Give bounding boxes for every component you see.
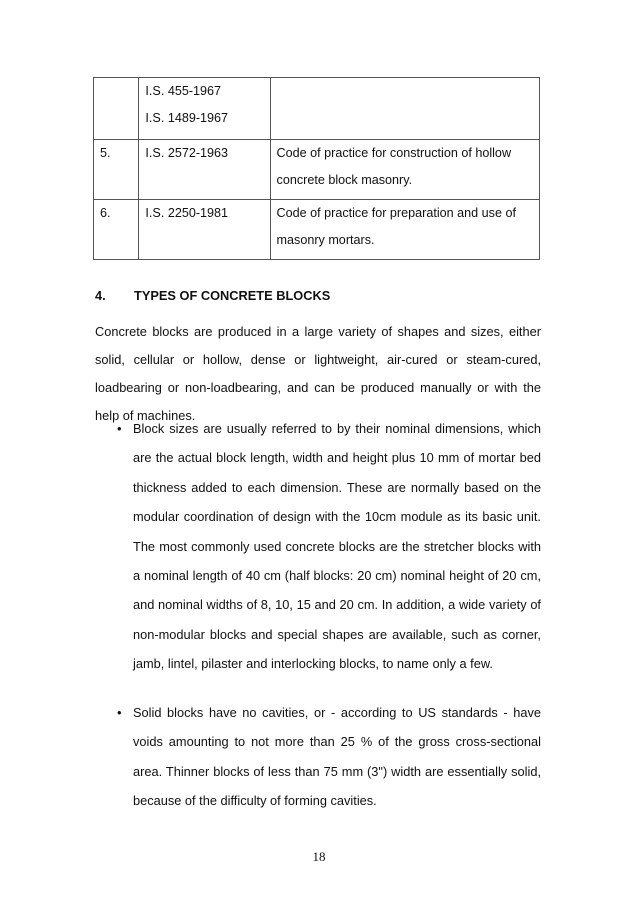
list-item-text: Block sizes are usually referred to by their nominal dimensions, which are the actual block length, width and height plus 10 mm of mortar bed thickness added to each dimension. These are normally based on the modular coordination of design with the 10cm module as its basic unit. The most commonly used concrete blocks are the stretcher blocks with a nominal length of 40 cm (half blocks: 20 cm) nominal height of 20 cm, and nominal widths of 8, 10, 15 and 20 cm. In addition, a wide variety of non-modular blocks and special shapes are available, such as corner, jamb, lintel, pilaster and interlocking blocks, to name only a few. (133, 421, 541, 672)
section-number: 4. (95, 288, 106, 303)
section-title: TYPES OF CONCRETE BLOCKS (134, 288, 331, 303)
description-line: concrete block masonry. (276, 173, 413, 187)
standard-code: I.S. 455-1967 (145, 84, 222, 98)
table-cell-number: 6. (94, 200, 139, 260)
list-item-text: Solid blocks have no cavities, or - according to US standards - have voids amounting to not more than 25 % of the gross cross-sectional area. Thinner blocks of less than 75 mm (3") width are essentially solid, because of the difficulty of forming cavities. (133, 705, 541, 809)
standards-table (93, 77, 540, 260)
table-cell-description (270, 78, 539, 140)
standard-code: I.S. 2250-1981 (145, 206, 229, 220)
table-row (94, 78, 540, 140)
table-row (94, 140, 540, 200)
description-line: Code of practice for preparation and use of (276, 206, 516, 220)
table-cell-number: 5. (94, 140, 139, 200)
table-row (94, 200, 540, 260)
table-cell-number (94, 78, 139, 140)
table-cell-description (270, 200, 539, 260)
table-cell-description (270, 140, 539, 200)
bullet-icon: • (117, 421, 122, 436)
table-cell-standard (139, 140, 270, 200)
standard-code: I.S. 2572-1963 (145, 146, 229, 160)
page-number: 18 (312, 849, 326, 864)
table-cell-standard (139, 200, 270, 260)
description-line: Code of practice for construction of hollow (276, 146, 512, 160)
standard-code: I.S. 1489-1967 (145, 111, 229, 125)
section-heading (95, 288, 330, 303)
intro-paragraph: Concrete blocks are produced in a large variety of shapes and sizes, either solid, cellular or hollow, dense or lightweight, air-cured or steam-cured, loadbearing or non-loadbearing, and can be produced manually or with the help of machines. (95, 324, 541, 423)
bullet-icon: • (117, 705, 122, 720)
description-line: masonry mortars. (276, 233, 375, 247)
table-cell-standard (139, 78, 270, 140)
